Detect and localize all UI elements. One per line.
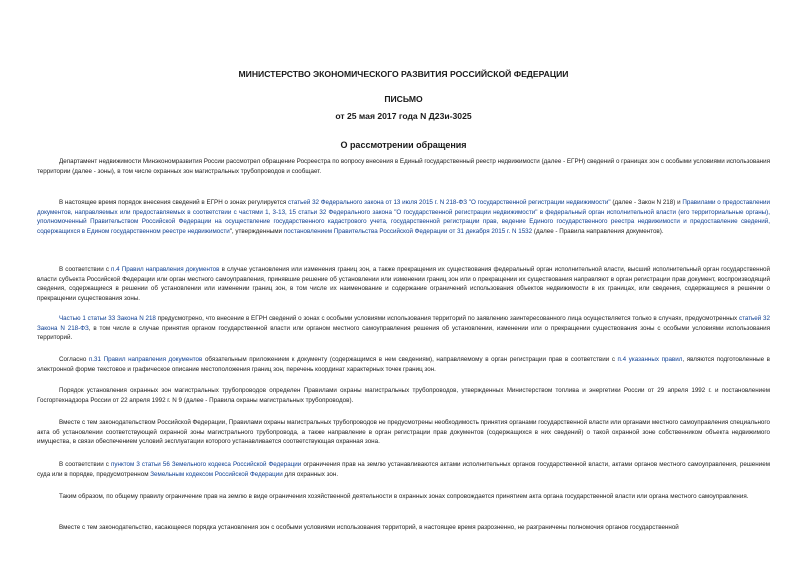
document-link[interactable]: п.4 Правил направления документов — [111, 266, 220, 273]
paragraph-text: , являются подготовленные в электронной форме текстовое и графическое описание местоположения границ зон, перечень координат характерных точек границ зон. — [37, 356, 770, 373]
paragraph-text: Порядок установления охранных зон магистральных трубопроводов определен Правилами охраны магистральных трубопроводов, утвержденных Министерством топлива и энергетики России от 29 апреля 1992 г. и постановлением Госгортехнадзора России от 22 апреля 1992 г. N 9 (далее - Правила охраны магистральных трубопроводов). — [37, 387, 770, 404]
paragraph-text: в случае установления или изменения границ зон, а также прекращения их существования федеральный орган исполнительной власти, высший исполнительный орган государственной власти субъекта Российской Федерации или орган местного самоуправления, принявшие решение об установлении или изменении границ зон или о прекращении их существования направляют в орган регистрации прав документ, воспроизводящий сведения, содержащиеся в решении об установлении или изменении границ зон, в том числе их наименование и содержание ограничений использования объектов недвижимости в их границах, или сведения, содержащиеся в решении о прекращении существования зоны. — [37, 266, 770, 303]
paragraph-text: (далее - Закон N 218) и — [610, 199, 683, 206]
document-link[interactable]: постановлением Правительства Российской Федерации от 31 декабря 2015 г. N 1532 — [283, 228, 533, 236]
document-link[interactable]: Земельным кодексом Российской Федерации — [150, 470, 283, 478]
document-link[interactable]: Правилами о предоставлении документов, направляемых или предоставляемых в соответствии с частями 1, 3-13, 15 статьи 32 Федерального закона "О государственной регистрации недвижимости" в федеральный орган исполнительной власти (его территориальные органы), уполномоченный Правительством Российской Федерации на осуществление государственного кадастрового учета, государственной регистрации прав, ведение Единого государственного реестра недвижимости и предоставление сведений, содержащихся в Едином государственном реестре недвижимости — [37, 199, 770, 236]
document-link[interactable]: Частью 1 статьи 33 Закона N 218 — [59, 315, 156, 322]
paragraph-text: ", утвержденными — [229, 228, 284, 236]
document-link[interactable]: пунктом 3 статьи 56 Земельного кодекса Российской Федерации — [110, 461, 302, 468]
paragraph-text: Вместе с тем законодательством Российской Федерации, Правилами охраны магистральных трубопроводов не предусмотрены необходимость принятия органами государственной власти или органами местного самоуправления специального акта об установлении соответствующей охранной зоны магистрального трубопровода, а также направление в орган регистрации прав документов (содержащихся в них сведений) о такой охранной зоне собственником объекта недвижимого имущества, в связи обеспечением условий эксплуатации которого устанавливается соответствующая охранная зона. — [37, 419, 770, 446]
paragraph-text: Таким образом, по общему правилу ограничение прав на землю в виде ограничения хозяйственной деятельности в охранных зонах сопровождается принятием акта органа государственной власти или органа местного самоуправления. — [59, 493, 749, 500]
document-link[interactable]: п.4 указанных правил — [617, 356, 683, 363]
document-subject: О рассмотрении обращения — [340, 140, 467, 150]
paragraph-5 — [37, 355, 770, 374]
paragraph-9 — [37, 492, 770, 502]
paragraph-6 — [37, 386, 770, 405]
document-type: ПИСЬМО — [384, 94, 423, 104]
document-link[interactable]: статьей 32 Федерального закона от 13 июля 2015 г. N 218-ФЗ "О государственной регистрации недвижимости" — [287, 199, 611, 206]
paragraph-2 — [37, 198, 770, 237]
document-link[interactable]: статьей 32 Закона N 218-ФЗ — [37, 315, 771, 332]
paragraph-text: предусмотрено, что внесение в ЕГРН сведений о зонах с особыми условиями использования территорий по заявлению заинтересованного лица осуществляется только в случаях, предусмотренных — [155, 315, 739, 322]
paragraph-text: , в том числе в случае принятия органом государственной власти или органом местного самоуправления решения об установлении, изменении или о прекращении существования зоны с особыми условиями использования территорий. — [37, 324, 770, 342]
paragraph-1 — [37, 157, 770, 176]
paragraph-text: В соответствии с — [59, 266, 112, 273]
paragraph-text: для охранных зон. — [282, 470, 339, 478]
paragraph-text: Вместе с тем законодательство, касающееся порядка установления зон с особыми условиями использования территорий, в настоящее время разрозненно, не разграничены полномочия органов государственной — [59, 524, 679, 531]
paragraph-text: В настоящее время порядок внесения сведений в ЕГРН о зонах регулируется — [59, 199, 288, 206]
document-date-number: от 25 мая 2017 года N Д23и-3025 — [335, 111, 472, 121]
paragraph-10 — [37, 523, 770, 533]
paragraph-8 — [37, 460, 770, 479]
paragraph-text: Согласно — [59, 356, 89, 363]
document-link[interactable]: п.31 Правил направления документов — [88, 356, 203, 363]
paragraph-text: ограничения прав на землю устанавливаются актами исполнительных органов государственной власти, актами органов местного самоуправления, решением суда или в порядке, предусмотренном — [37, 461, 770, 478]
paragraph-text: обязательным приложением к документу (содержащимся в нем сведениям), направляемому в орган регистрации прав в соответствии с — [202, 356, 618, 363]
paragraph-7 — [37, 418, 770, 447]
paragraph-text: (далее - Правила направления документов). — [532, 228, 664, 236]
issuing-organization: МИНИСТЕРСТВО ЭКОНОМИЧЕСКОГО РАЗВИТИЯ РОССИЙСКОЙ ФЕДЕРАЦИИ — [238, 69, 569, 79]
paragraph-text: Департамент недвижимости Минэкономразвития России рассмотрел обращение Росреестра по вопросу внесения в Единый государственный реестр недвижимости (далее - ЕГРН) сведений о границах зон с особыми условиями использования территории (далее - зоны), в том числе охранных зон магистральных трубопроводов и сообщает. — [37, 158, 770, 175]
paragraph-text: В соответствии с — [59, 461, 111, 468]
paragraph-4 — [37, 314, 770, 343]
paragraph-3 — [37, 265, 770, 304]
